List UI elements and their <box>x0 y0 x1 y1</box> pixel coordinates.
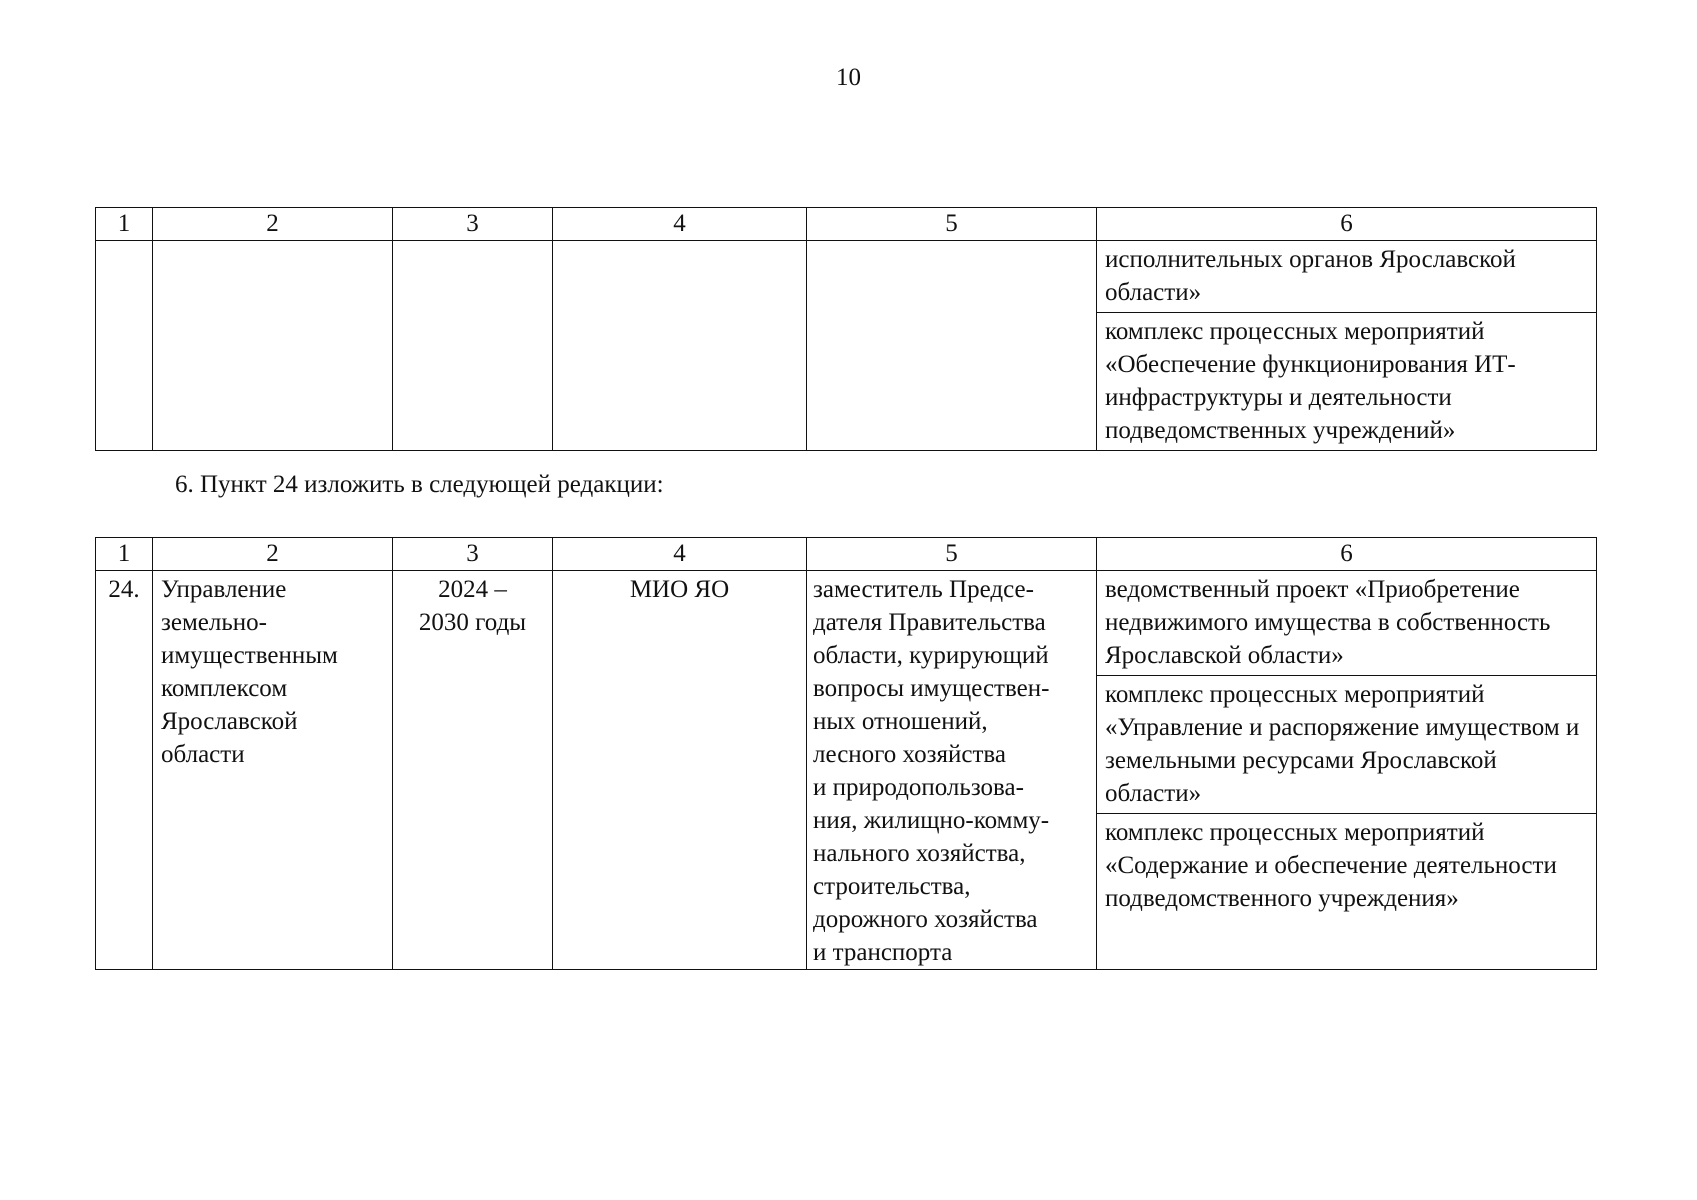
col-header-1: 1 <box>96 538 153 571</box>
program-name <box>153 571 392 771</box>
table-header-row <box>96 208 1597 241</box>
executor-cell <box>553 571 807 970</box>
empty-cell <box>807 241 1097 451</box>
item-number-cell <box>96 571 153 970</box>
table-header-row <box>96 538 1597 571</box>
col-header-4: 4 <box>553 208 807 241</box>
table-row <box>96 241 1597 451</box>
period-line: 2030 годы <box>418 609 527 636</box>
col-header-3: 3 <box>393 538 553 571</box>
item-number: 24. <box>108 576 140 603</box>
instruction-paragraph: 6. Пункт 24 изложить в следующей редакции: <box>175 471 664 498</box>
curator-cell <box>807 571 1097 970</box>
measures-cell <box>1097 241 1597 451</box>
col-header-4: 4 <box>553 538 807 571</box>
curator-line: строительства, <box>813 873 971 900</box>
period <box>393 571 552 639</box>
empty-cell <box>96 241 153 451</box>
page-number: 10 <box>836 64 861 91</box>
curator-line: и природопользова- <box>813 774 1024 801</box>
table-row <box>96 571 1597 970</box>
curator-line: нального хозяйства, <box>813 840 1026 867</box>
program-name-line: земельно- <box>161 609 267 636</box>
curator-line: ния, жилищно-комму- <box>813 807 1050 834</box>
measure-item: комплекс процессных мероприятий «Содержание и обеспечение деятельности подведомственного учреждения» <box>1105 819 1557 912</box>
col-header-6: 6 <box>1097 208 1597 241</box>
curator-line: ных отношений, <box>813 708 988 735</box>
program-name-cell <box>153 571 393 970</box>
col-header-6: 6 <box>1097 538 1597 571</box>
empty-cell <box>393 241 553 451</box>
executor: МИО ЯО <box>629 576 730 603</box>
col-header-2: 2 <box>153 208 393 241</box>
col-header-2: 2 <box>153 538 393 571</box>
measure-item: комплекс процессных мероприятий «Обеспечение функционирования ИТ-инфраструктуры и деятельности подведомственных учреждений» <box>1105 318 1516 444</box>
curator <box>807 571 1096 969</box>
table-item-24 <box>95 537 1597 970</box>
period-cell <box>393 571 553 970</box>
col-header-5: 5 <box>807 538 1097 571</box>
curator-line: заместитель Предсе- <box>813 576 1034 603</box>
curator-line: области, курирующий <box>813 642 1049 669</box>
table-continuation <box>95 207 1597 451</box>
measure-item: комплекс процессных мероприятий «Управление и распоряжение имуществом и земельными ресурсами Ярославской области» <box>1097 676 1596 814</box>
curator-line: вопросы имуществен- <box>813 675 1050 702</box>
program-name-line: имущественным <box>161 642 338 669</box>
program-name-line: комплексом <box>161 675 288 702</box>
col-header-3: 3 <box>393 208 553 241</box>
program-name-line: Управление <box>161 576 287 603</box>
period-line: 2024 – <box>438 576 507 603</box>
curator-line: лесного хозяйства <box>813 741 1006 768</box>
empty-cell <box>553 241 807 451</box>
measure-item: исполнительных органов Ярославской области» <box>1097 241 1596 313</box>
measure-item: ведомственный проект «Приобретение недвижимого имущества в собственность Ярославской области» <box>1097 571 1596 676</box>
curator-line: дателя Правительства <box>813 609 1046 636</box>
col-header-5: 5 <box>807 208 1097 241</box>
empty-cell <box>153 241 393 451</box>
col-header-1: 1 <box>96 208 153 241</box>
curator-line: и транспорта <box>813 939 953 966</box>
program-name-line: области <box>161 741 245 768</box>
program-name-line: Ярославской <box>161 708 298 735</box>
curator-line: дорожного хозяйства <box>813 906 1038 933</box>
measures-cell <box>1097 571 1597 970</box>
